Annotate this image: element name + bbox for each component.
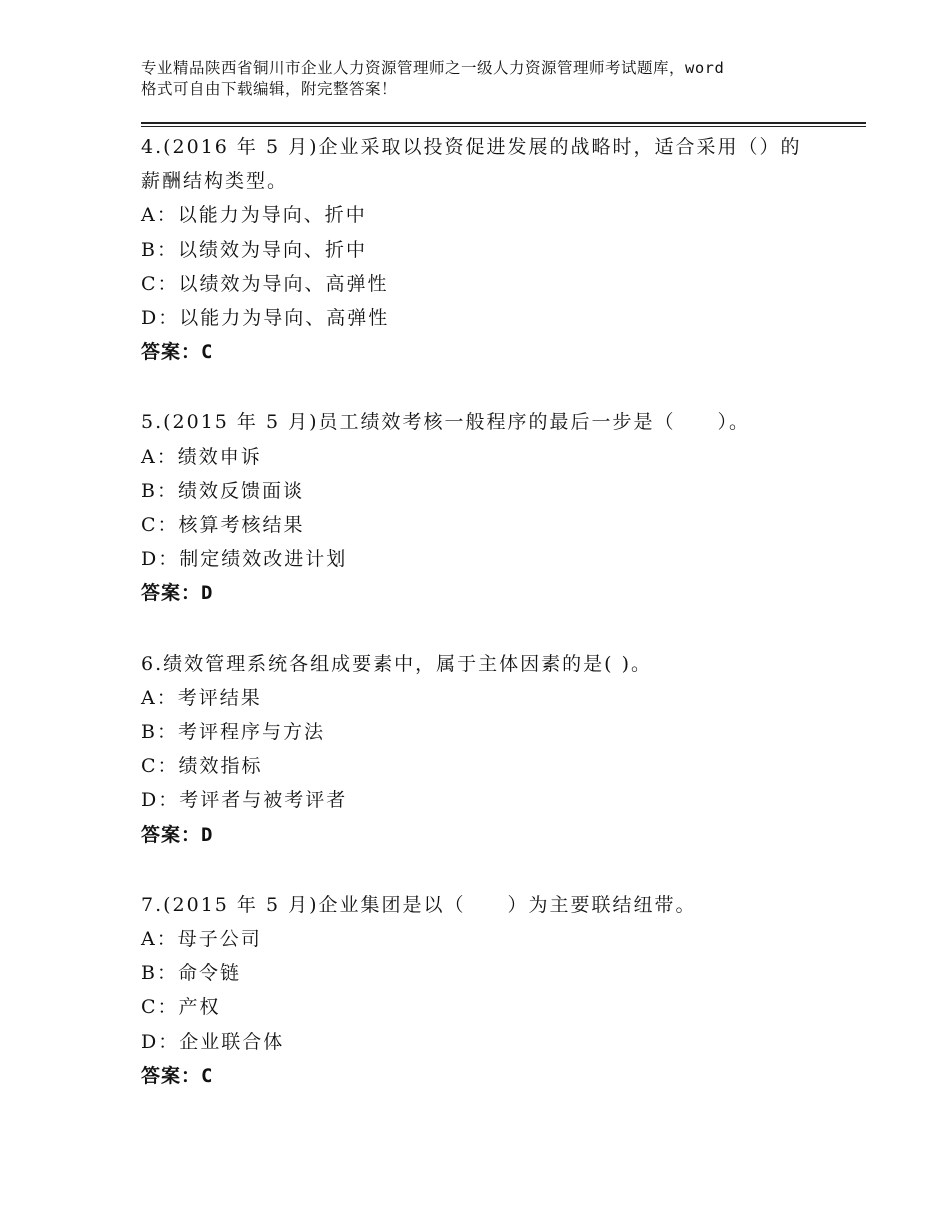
question-stem: 4.(2016 年 5 月)企业采取以投资促进发展的战略时，适合采用（）的 [141,136,802,158]
answer: 答案：D [141,582,214,605]
question-7 [141,888,841,1093]
option-d: D：考评者与被考评者 [141,789,348,812]
option-a: A：绩效申诉 [141,445,262,468]
question-stem: 5.(2015 年 5 月)员工绩效考核一般程序的最后一步是（ ）。 [141,411,751,434]
option-c: C：核算考核结果 [141,514,305,537]
header-line-1: 专业精品陕西省铜川市企业人力资源管理师之一级人力资源管理师考试题库，word [141,59,725,77]
answer: 答案：C [141,1064,214,1087]
question-6 [141,647,841,852]
document-header [141,58,831,100]
header-rule-thick [141,122,866,124]
option-a: A：考评结果 [141,686,262,709]
option-a: A：以能力为导向、折中 [141,204,367,227]
answer: 答案：C [141,341,214,364]
answer: 答案：D [141,823,214,846]
option-d: D：以能力为导向、高弹性 [141,307,390,330]
option-b: B：考评程序与方法 [141,721,325,744]
option-a: A：母子公司 [141,928,262,951]
option-c: C：绩效指标 [141,755,263,778]
option-b: B：以绩效为导向、折中 [141,238,367,261]
question-4 [141,130,841,369]
question-list [141,130,841,1129]
option-b: B：命令链 [141,962,241,985]
header-line-2: 格式可自由下载编辑，附完整答案！ [141,80,398,98]
question-stem: 6.绩效管理系统各组成要素中，属于主体因素的是( )。 [141,652,652,675]
option-c: C：以绩效为导向、高弹性 [141,272,389,295]
question-stem: 7.(2015 年 5 月)企业集团是以（ ）为主要联结纽带。 [141,893,697,916]
option-d: D：制定绩效改进计划 [141,548,348,571]
option-d: D：企业联合体 [141,1030,285,1053]
question-stem: 薪酬结构类型。 [141,170,289,193]
option-b: B：绩效反馈面谈 [141,479,304,502]
header-rule-thin [141,126,866,127]
option-c: C：产权 [141,996,221,1019]
question-5 [141,405,841,610]
